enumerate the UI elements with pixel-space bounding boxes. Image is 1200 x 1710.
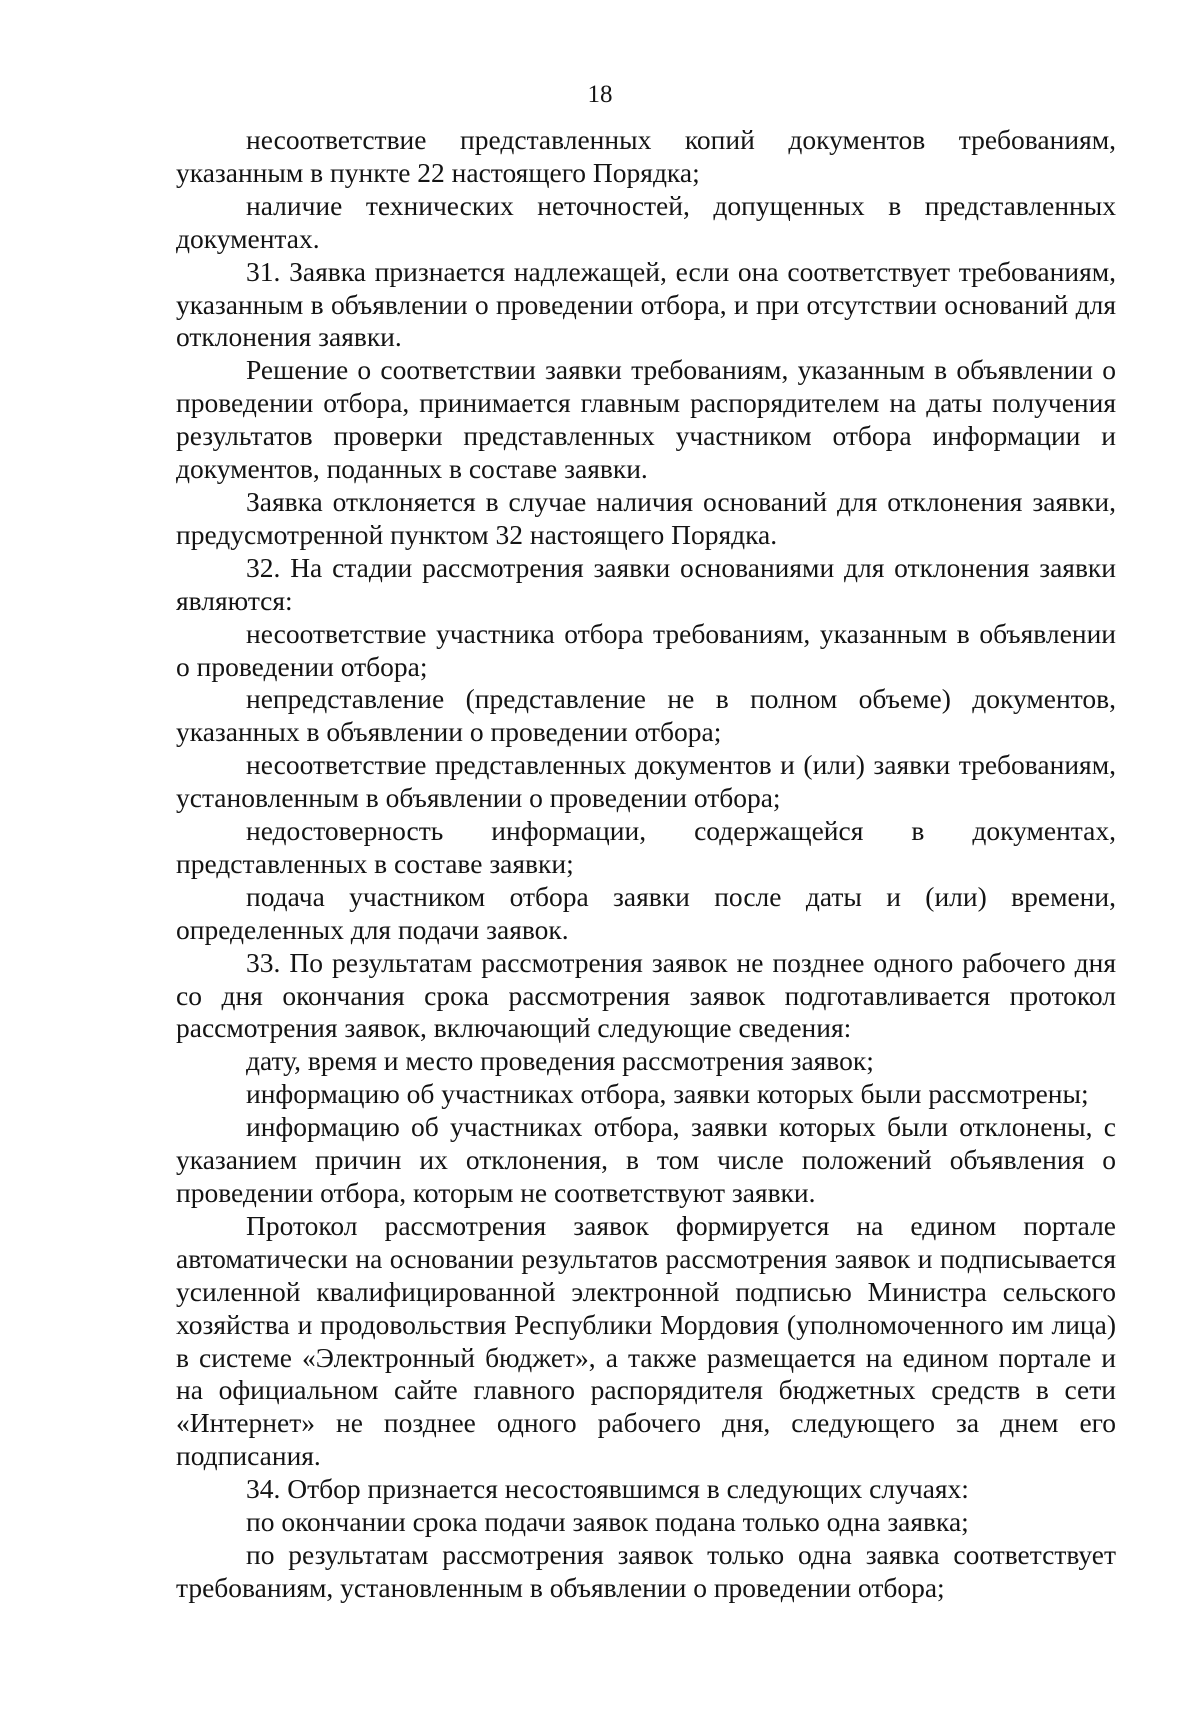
paragraph: 31. Заявка признается надлежащей, если она соответствует требованиям, указанным в объявлении о проведении отбора, и при отсутствии оснований для отклонения заявки. (176, 255, 1116, 353)
paragraph: несоответствие участника отбора требованиям, указанным в объявлении о проведении отбора; (176, 617, 1116, 682)
paragraph: недостоверность информации, содержащейся в документах, представленных в составе заявки; (176, 815, 1116, 879)
paragraph: наличие технических неточностей, допущенных в представленных документах. (176, 189, 1116, 254)
paragraph: несоответствие представленных документов и (или) заявки требованиям, установленным в объявлении о проведении отбора; (176, 749, 1116, 814)
paragraph: информацию об участниках отбора, заявки которых были рассмотрены; (246, 1078, 1089, 1110)
paragraph: непредставление (представление не в полном объеме) документов, указанных в объявлении о проведении отбора; (176, 683, 1116, 748)
page-number: 18 (587, 81, 613, 108)
paragraph: подача участником отбора заявки после даты и (или) времени, определенных для подачи заявок. (176, 880, 1116, 945)
paragraph: Решение о соответствии заявки требованиям, указанным в объявлении о проведении отбора, принимается главным распорядителем на даты получения результатов проверки представленных участником отбора информации и документов, поданных в составе заявки. (176, 354, 1116, 485)
paragraph: дату, время и место проведения рассмотрения заявок; (246, 1045, 874, 1077)
paragraph: по окончании срока подачи заявок подана только одна заявка; (246, 1506, 969, 1538)
paragraph: 33. По результатам рассмотрения заявок не позднее одного рабочего дня со дня окончания срока рассмотрения заявок подготавливается протокол рассмотрения заявок, включающий следующие сведения: (176, 946, 1116, 1044)
paragraph: информацию об участниках отбора, заявки которых были отклонены, с указанием причин их отклонения, в том числе положений объявления о проведении отбора, которым не соответствуют заявки. (176, 1111, 1116, 1208)
paragraph: Протокол рассмотрения заявок формируется на едином портале автоматически на основании результатов рассмотрения заявок и подписывается усиленной квалифицированной электронной подписью Министра сельского хозяйства и продовольствия Республики Мордовия (уполномоченного им лица) в системе «Электронный бюджет», а также размещается на едином портале и на официальном сайте главного распорядителя бюджетных средств в сети «Интернет» не позднее одного рабочего дня, следующего за днем его подписания. (176, 1209, 1116, 1472)
paragraph: по результатам рассмотрения заявок только одна заявка соответствует требованиям, установленным в объявлении о проведении отбора; (176, 1538, 1116, 1603)
document-body (176, 124, 1116, 1605)
paragraph: Заявка отклоняется в случае наличия оснований для отклонения заявки, предусмотренной пунктом 32 настоящего Порядка. (176, 485, 1116, 550)
paragraph: несоответствие представленных копий документов требованиям, указанным в пункте 22 настоящего Порядка; (176, 124, 1116, 188)
paragraph: 34. Отбор признается несостоявшимся в следующих случаях: (246, 1473, 969, 1505)
paragraph: 32. На стадии рассмотрения заявки основаниями для отклонения заявки являются: (176, 551, 1116, 616)
